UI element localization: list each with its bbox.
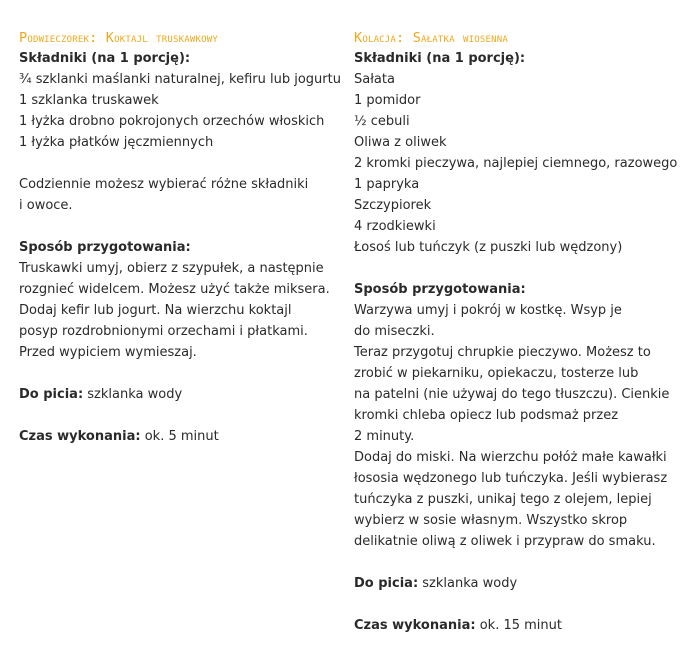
method-line: zrobić w piekarniku, opiekaczu, tosterze lub (354, 366, 639, 381)
drink-label: Do picia: (19, 387, 84, 402)
method-line: na patelni (nie używaj do tego tłuszczu). Cienkie (354, 387, 670, 402)
drink-value: szklanka wody (418, 576, 518, 591)
prep-time-label: Czas wykonania: (19, 429, 141, 444)
method-line: Dodaj do miski. Na wierzchu połóż małe kawałki (354, 450, 667, 465)
method-heading: Sposób przygotowania: (354, 282, 526, 297)
method-line: Przed wypiciem wymieszaj. (19, 345, 197, 360)
ingredient-item: ½ cebuli (354, 114, 410, 129)
ingredient-item: 2 kromki pieczywa, najlepiej ciemnego, razowego (354, 156, 678, 171)
prep-time-value: ok. 15 minut (475, 618, 562, 633)
recipe-title: Kolacja: Sałatka wiosenna (354, 30, 509, 46)
method-line: rozgnieć widelcem. Możesz użyć także miksera. (19, 282, 330, 297)
afternoon-snack-recipe (19, 30, 341, 447)
method-line: 2 minuty. (354, 429, 415, 444)
prep-time (19, 426, 334, 447)
drink-info (19, 384, 334, 405)
method-line: Warzywa umyj i pokrój w kostkę. Wsyp je (354, 303, 622, 318)
ingredient-item: 1 szklanka truskawek (19, 93, 159, 108)
ingredients-heading: Składniki (na 1 porcję): (354, 51, 526, 66)
ingredient-item: Oliwa z oliwek (354, 135, 447, 150)
ingredient-item: 4 rzodkiewki (354, 219, 436, 234)
drink-label: Do picia: (354, 576, 419, 591)
prep-time-value: ok. 5 minut (140, 429, 219, 444)
ingredient-item: Szczypiorek (354, 198, 432, 213)
ingredient-item: ¾ szklanki maślanki naturalnej, kefiru lub jogurtu (19, 72, 341, 87)
method-line: Truskawki umyj, obierz z szypułek, a następnie (19, 261, 324, 276)
method-line: Dodaj kefir lub jogurt. Na wierzchu koktajl (19, 303, 292, 318)
method-line: łososia wędzonego lub tuńczyka. Jeśli wybierasz (354, 471, 668, 486)
ingredient-item: 1 pomidor (354, 93, 421, 108)
prep-time-label: Czas wykonania: (354, 618, 476, 633)
method-line: posyp rozdrobnionymi orzechami i płatkami. (19, 324, 308, 339)
dinner-recipe (354, 30, 678, 636)
method-heading: Sposób przygotowania: (19, 240, 191, 255)
method-line: kromki chleba opiecz lub podsmaż przez (354, 408, 619, 423)
ingredient-item: 1 łyżka drobno pokrojonych orzechów włoskich (19, 114, 325, 129)
recipe-note: i owoce. (19, 198, 73, 213)
recipe-title: Podwieczorek: Koktajl truskawkowy (19, 30, 218, 46)
prep-time (354, 615, 674, 636)
ingredient-item: 1 łyżka płatków jęczmiennych (19, 135, 214, 150)
method-line: delikatnie oliwą z oliwek i przypraw do smaku. (354, 534, 656, 549)
ingredient-item: 1 papryka (354, 177, 420, 192)
method-line: Teraz przygotuj chrupkie pieczywo. Możesz to (354, 345, 651, 360)
ingredient-item: Sałata (354, 72, 395, 87)
method-line: wybierz w sosie własnym. Wszystko skrop (354, 513, 628, 528)
ingredient-item: Łosoś lub tuńczyk (z puszki lub wędzony) (354, 240, 623, 255)
recipe-note: Codziennie możesz wybierać różne składniki (19, 177, 309, 192)
method-line: tuńczyka z puszki, unikaj tego z olejem, lepiej (354, 492, 652, 507)
ingredients-heading: Składniki (na 1 porcję): (19, 51, 191, 66)
drink-value: szklanka wody (83, 387, 183, 402)
method-line: do miseczki. (354, 324, 435, 339)
drink-info (354, 573, 674, 594)
